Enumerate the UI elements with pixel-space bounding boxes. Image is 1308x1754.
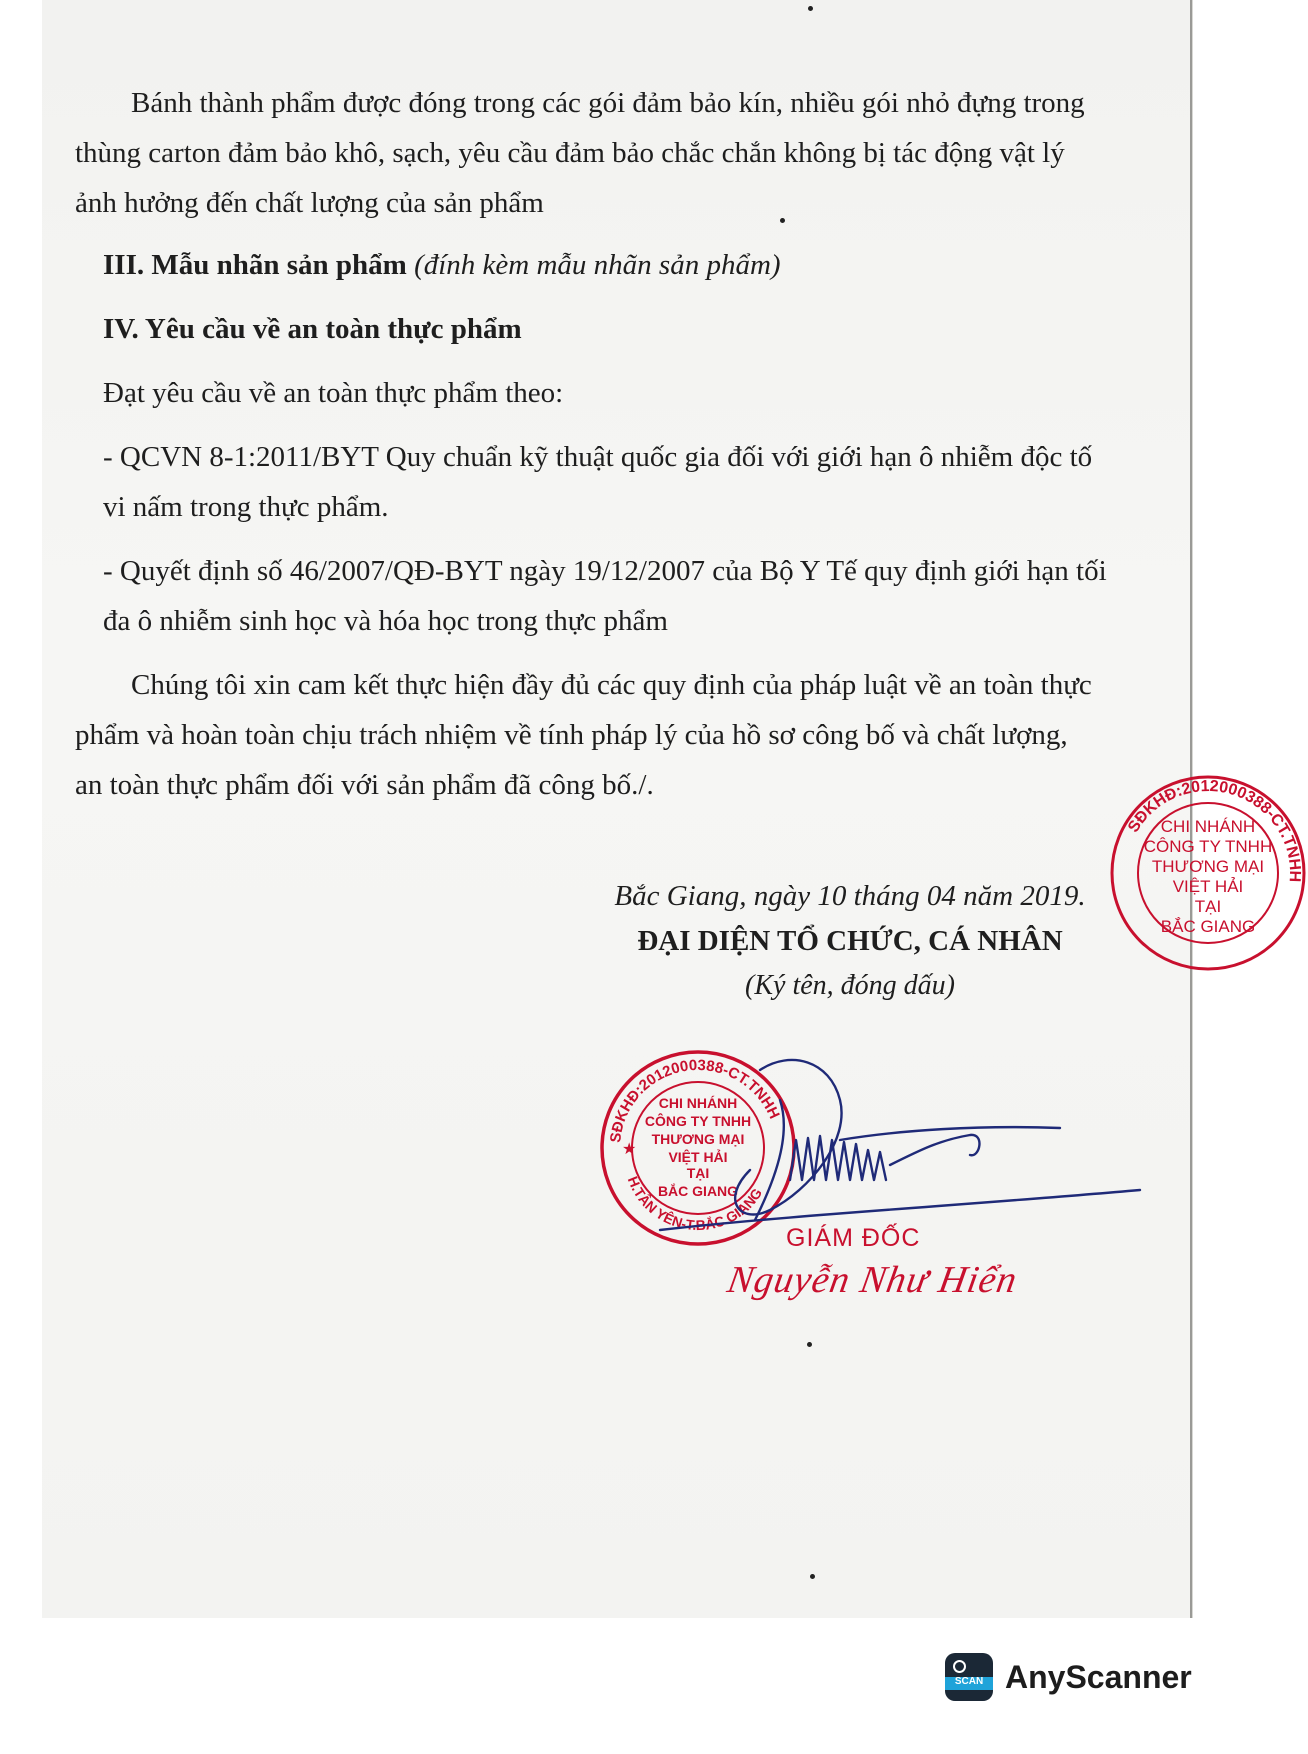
requirements-intro: Đạt yêu cầu về an toàn thực phẩm theo: xyxy=(103,377,564,409)
stamp-line: THƯƠNG MẠI xyxy=(1151,857,1265,876)
stamp-ring-bottom: H.TÂN YÊN-T.BẮC GIANG xyxy=(624,1174,766,1234)
scan-app-icon xyxy=(945,1653,993,1701)
stamp-line: THƯƠNG MẠI xyxy=(651,1131,745,1147)
scan-speck xyxy=(807,1342,812,1347)
commitment-paragraph xyxy=(75,660,1123,810)
text-line: ảnh hưởng đến chất lượng của sản phẩm xyxy=(75,187,544,219)
packaging-paragraph xyxy=(75,78,1123,228)
scan-speck xyxy=(810,1574,815,1579)
heading-note: (đính kèm mẫu nhãn sản phẩm) xyxy=(414,249,781,281)
text-line: - Quyết định số 46/2007/QĐ-BYT ngày 19/12/2007 của Bộ Y Tế quy định giới hạn tối xyxy=(103,555,1107,587)
section-heading-4: IV. Yêu cầu về an toàn thực phẩm xyxy=(103,313,522,345)
sign-note: (Ký tên, đóng dấu) xyxy=(745,970,955,1001)
stamp-line: CHI NHÁNH xyxy=(658,1095,738,1111)
stamp-star-icon: ★ xyxy=(622,1141,637,1158)
stamp-ring-text: SĐKHĐ:2012000388-CT.TNHH xyxy=(607,1056,783,1144)
text-line: Chúng tôi xin cam kết thực hiện đầy đủ các quy định của pháp luật về an toàn thực xyxy=(131,669,1092,701)
stamp-line: BẮC GIANG xyxy=(1160,917,1256,936)
text-line: đa ô nhiễm sinh học và hóa học trong thực phẩm xyxy=(103,605,668,637)
stamp-line: TẠI xyxy=(686,1165,710,1181)
signature-block xyxy=(560,880,1140,1002)
partial-stamp xyxy=(1108,768,1308,978)
text-line: vi nấm trong thực phẩm. xyxy=(103,491,389,523)
stamp-line: VIỆT HẢI xyxy=(1172,877,1244,896)
app-name: AnyScanner xyxy=(1005,1658,1192,1695)
director-name: Nguyễn Như Hiển xyxy=(724,1259,1021,1301)
text-line: Bánh thành phẩm được đóng trong các gói đảm bảo kín, nhiều gói nhỏ đựng trong xyxy=(131,87,1085,119)
stamp-line: CHI NHÁNH xyxy=(1160,817,1256,836)
heading-text: III. Mẫu nhãn sản phẩm xyxy=(103,249,407,281)
stamp-line: VIỆT HẢI xyxy=(668,1149,728,1165)
requirement-item-1 xyxy=(103,432,1123,532)
app-icon-label: SCAN xyxy=(954,1676,984,1687)
scan-speck xyxy=(808,6,813,11)
text-line: - QCVN 8-1:2011/BYT Quy chuẩn kỹ thuật quốc gia đối với giới hạn ô nhiễm độc tố xyxy=(103,441,1093,473)
scan-speck xyxy=(780,218,785,223)
document-body xyxy=(75,78,1123,810)
stamp-line: BẮC GIANG xyxy=(657,1183,739,1199)
stamp-line: CÔNG TY TNHH xyxy=(644,1113,752,1129)
stamp-line: TẠI xyxy=(1194,897,1222,916)
lens-icon xyxy=(953,1660,966,1673)
stamp-ring-text: SĐKHĐ:2012000388-CT.TNHH xyxy=(1125,777,1304,883)
text-line: an toàn thực phẩm đối với sản phẩm đã công bố./. xyxy=(75,769,654,801)
text-line: phẩm và hoàn toàn chịu trách nhiệm về tính pháp lý của hồ sơ công bố và chất lượng, xyxy=(75,719,1068,751)
place-date: Bắc Giang, ngày 10 tháng 04 năm 2019. xyxy=(614,880,1086,912)
representative-title: ĐẠI DIỆN TỔ CHỨC, CÁ NHÂN xyxy=(637,925,1063,957)
stamp-line: CÔNG TY TNHH xyxy=(1143,837,1273,856)
requirement-item-2 xyxy=(103,546,1123,646)
director-title: GIÁM ĐỐC xyxy=(786,1224,921,1252)
text-line: thùng carton đảm bảo khô, sạch, yêu cầu đảm bảo chắc chắn không bị tác động vật lý xyxy=(75,137,1065,169)
section-heading-3 xyxy=(103,240,1123,290)
scanner-watermark xyxy=(945,1652,1192,1702)
